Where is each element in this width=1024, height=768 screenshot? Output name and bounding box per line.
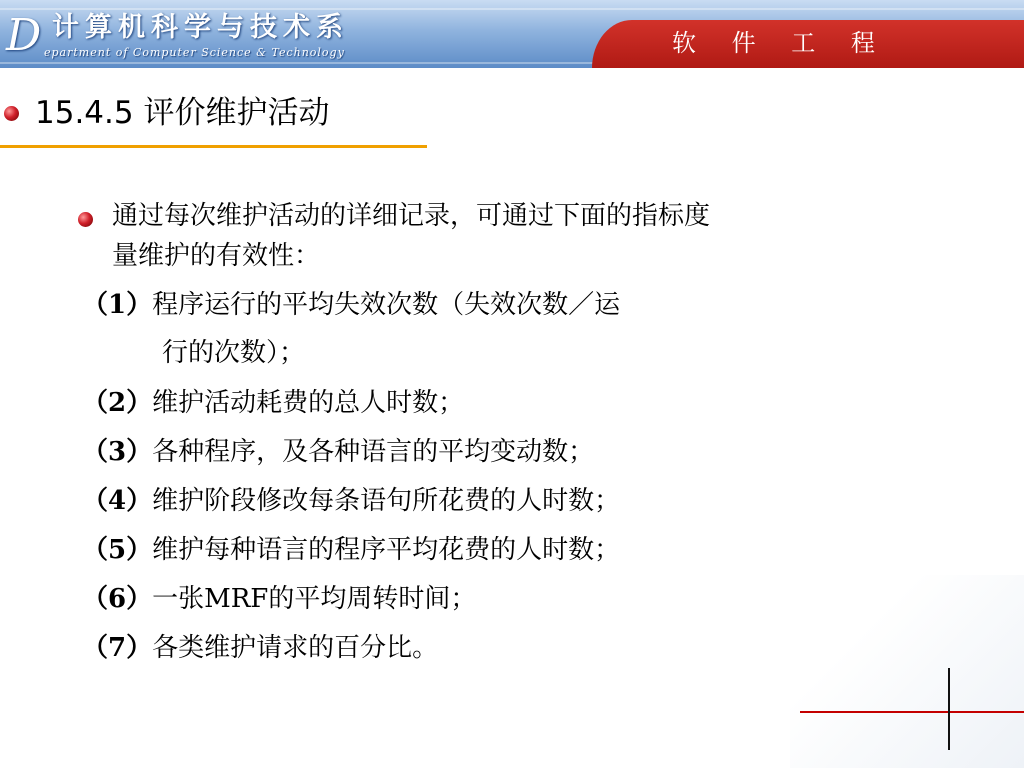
- list-item-1: [82, 290, 620, 321]
- department-logo-letter: D: [6, 10, 42, 61]
- department-name-cn: 计算机科学与技术系: [52, 12, 349, 43]
- list-item-text: 维护阶段修改每条语句所花费的人时数；: [152, 486, 621, 516]
- list-item-number: （6）: [82, 584, 153, 614]
- decoration-black-line: [948, 668, 950, 750]
- list-item-number: （4）: [82, 486, 153, 516]
- bullet-icon: [78, 212, 93, 227]
- list-item-number: （7）: [82, 633, 153, 663]
- intro-line-1: 通过每次维护活动的详细记录，可通过下面的指标度: [112, 201, 711, 231]
- section-title: 15.4.5 评价维护活动: [35, 95, 330, 131]
- list-item-4: [82, 486, 620, 517]
- list-item-text: 一张MRF的平均周转时间；: [152, 584, 477, 614]
- header-banner: [0, 0, 1024, 68]
- banner-stripe: [0, 8, 1024, 10]
- department-name-en: epartment of Computer Science & Technology: [44, 46, 345, 59]
- intro-line-2: 量维护的有效性：: [112, 241, 321, 271]
- list-item-2: [82, 388, 464, 419]
- list-item-1-continued: [162, 338, 305, 369]
- list-item-number: （5）: [82, 535, 153, 565]
- course-title: 软 件 工 程: [672, 29, 889, 57]
- list-item-text: 维护每种语言的程序平均花费的人时数；: [152, 535, 621, 565]
- decoration-red-line: [800, 711, 1024, 713]
- list-item-text: 各种程序，及各种语言的平均变动数；: [152, 437, 595, 467]
- section-underline: [0, 145, 427, 148]
- list-item-3: [82, 437, 594, 468]
- corner-decoration: [790, 575, 1024, 768]
- list-item-text: 程序运行的平均失效次数（失效次数／运: [152, 290, 621, 320]
- list-item-number: （1）: [82, 290, 153, 320]
- section-bullet-icon: [4, 106, 19, 121]
- list-item-number: （3）: [82, 437, 153, 467]
- list-item-number: （2）: [82, 388, 153, 418]
- list-item-7: [82, 633, 438, 664]
- list-item-5: [82, 535, 620, 566]
- list-item-6: [82, 584, 476, 615]
- list-item-text: 行的次数）；: [162, 338, 306, 368]
- list-item-text: 各类维护请求的百分比。: [152, 633, 439, 663]
- list-item-text: 维护活动耗费的总人时数；: [152, 388, 465, 418]
